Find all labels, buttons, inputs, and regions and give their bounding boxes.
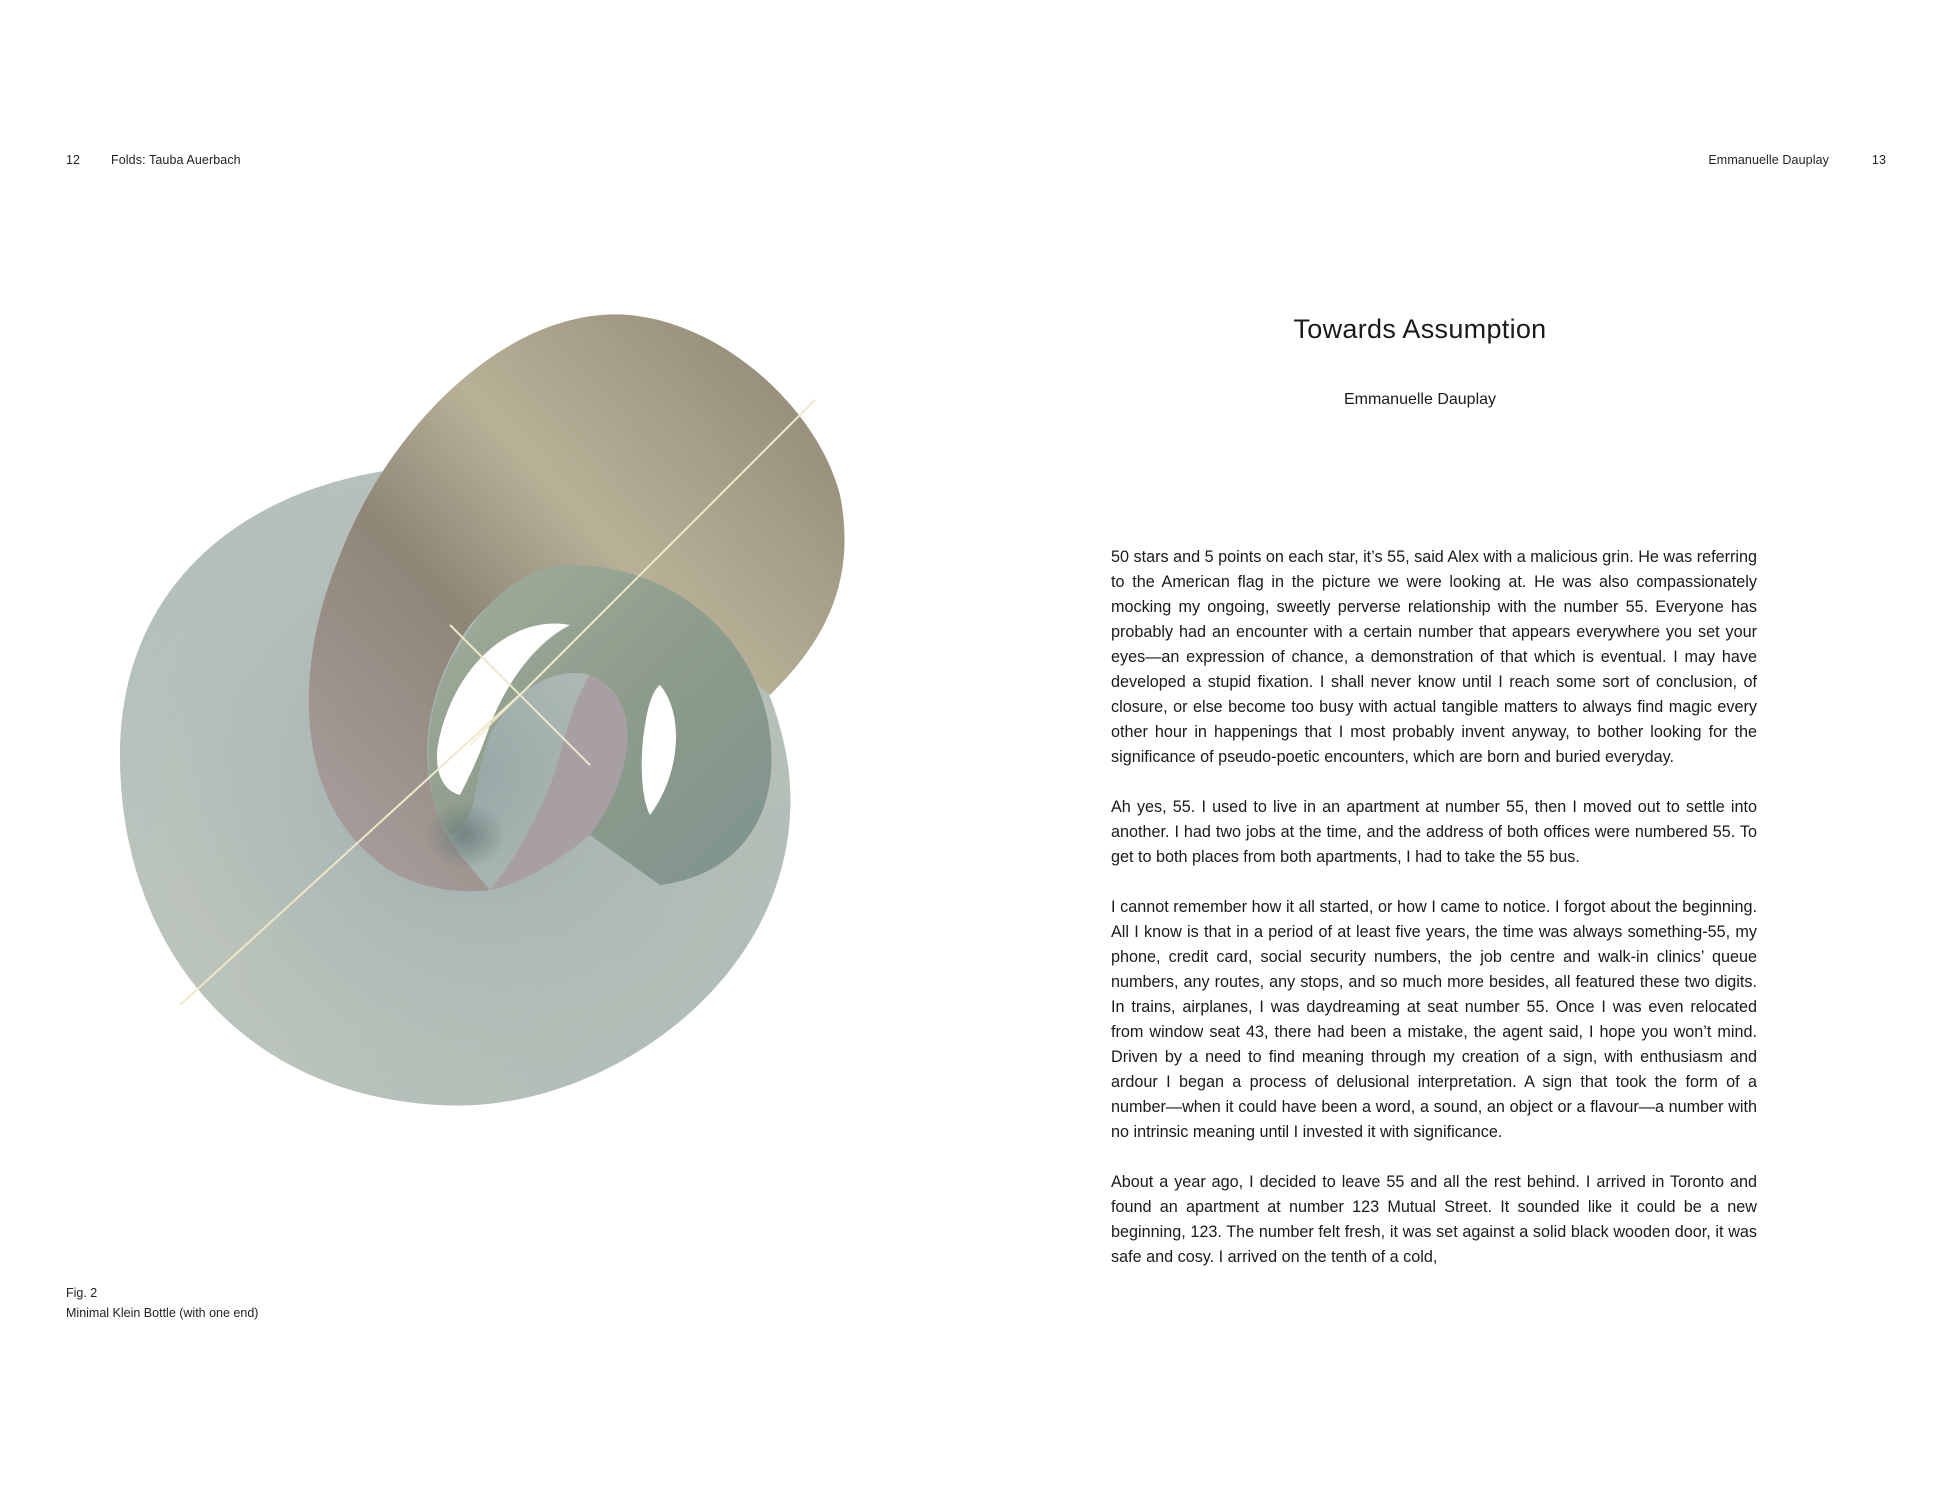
article-title: Towards Assumption (1293, 314, 1547, 344)
left-running-title: Folds: Tauba Auerbach (111, 153, 241, 167)
right-page-number: 13 (1871, 153, 1886, 167)
paragraph: I cannot remember how it all started, or how I came to notice. I forgot about the beginning. All I know is that in a period of at least five years, the time was always something-55, my phone, credit card, social security numbers, the job centre and walk-in clinics’ queue numbers, any routes, any stops, and so much more besides, all featured these two digits. In trains, airplanes, I was daydreaming at seat number 55. Once I was even relocated from window seat 43, there had been a mistake, the agent said, I hope you won’t mind. Driven by a need to find meaning through my creation of a sign, with enthusiasm and ardour I began a process of delusional interpretation. A sign that took the form of a number—when it could have been a word, a sound, an object or a flavour—a number with no intrinsic meaning until I invested it with significance. (1111, 898, 1757, 1141)
figure-caption (66, 1283, 258, 1323)
article-body (1111, 545, 1757, 1295)
paragraph: Ah yes, 55. I used to live in an apartment at number 55, then I moved out to settle into another. I had two jobs at the time, and the address of both offices were numbered 55. To get to both places from both apartments, I had to take the 55 bus. (1111, 798, 1757, 866)
left-page-number: 12 (66, 153, 81, 167)
klein-bottle-figure (120, 295, 850, 1115)
right-running-title: Emmanuelle Dauplay (1708, 153, 1829, 167)
left-page (0, 0, 970, 1500)
right-page (970, 0, 1941, 1500)
klein-bottle-illustration (120, 295, 850, 1115)
caption-text: Minimal Klein Bottle (with one end) (66, 1306, 259, 1320)
caption-label: Fig. 2 (66, 1286, 98, 1300)
article-author: Emmanuelle Dauplay (1343, 391, 1497, 408)
paragraph: About a year ago, I decided to leave 55 and all the rest behind. I arrived in Toronto and found an apartment at number 123 Mutual Street. It sounded like it could be a new beginning, 123. The number felt fresh, it was set against a solid black wooden door, it was safe and cosy. I arrived on the tenth of a cold, (1111, 1173, 1757, 1266)
paragraph: 50 stars and 5 points on each star, it’s 55, said Alex with a malicious grin. He was referring to the American flag in the picture we were looking at. He was also compassionately mocking my ongoing, sweetly perverse relationship with the number 55. Everyone has probably had an encounter with a certain number that appears everywhere you set your eyes—an expression of chance, a demonstration of that which is eventual. I may have developed a stupid fixation. I shall never know until I reach some sort of conclusion, of closure, or else become too busy with actual tangible matters to always find magic every other hour in happenings that I most probably invent anyway, to bother looking for the significance of pseudo-poetic encounters, which are born and buried everyday. (1111, 548, 1757, 766)
